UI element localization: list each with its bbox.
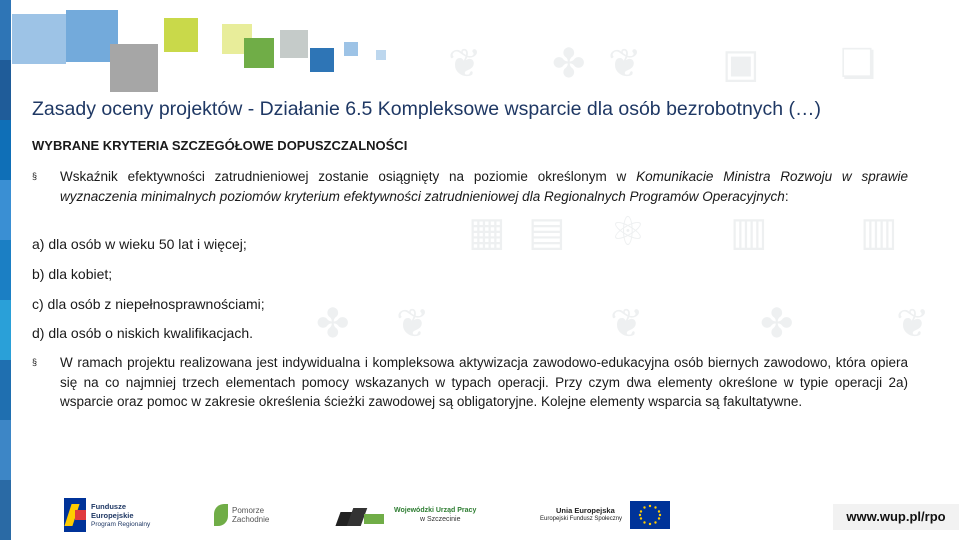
leaf-icon: ❦ [448, 41, 482, 87]
ue-logo-text [540, 506, 622, 524]
fe-line3: Program Regionalny [91, 520, 151, 528]
decor-square-green [244, 38, 274, 68]
ue-line2: Europejski Fundusz Społeczny [540, 516, 623, 522]
atom-icon: ⚛ [610, 209, 646, 255]
leaf-icon: ❦ [610, 301, 644, 347]
bullet-text: W ramach projektu realizowana jest indywidualna i kompleksowa aktywizacja zawodowo-edukacyjna osób biernych zawodowo, która opiera się na co najmniej trzech elementach pomocy wskazanych w typach operacji. Przy czym dwa elementy określone w typie operacji 2a) wsparcie oraz pomoc w zakresie określenia ścieżki zawodowej są obligatoryjne. Kolejne elementy wsparcia są fakultatywne. [60, 355, 908, 409]
decor-square-blue-light [12, 14, 66, 64]
list-item: a) dla osób w wieku 50 lat i więcej; [32, 236, 247, 252]
chat-icon: ❏ [840, 41, 876, 87]
list-item: b) dla kobiet; [32, 266, 113, 282]
wup-logo-text [394, 506, 476, 524]
bus-icon: ▣ [722, 41, 760, 87]
list-item: c) dla osób z niepełnosprawnościami; [32, 296, 265, 312]
fe-line2: Europejskie [91, 510, 134, 520]
decor-square-blue-small [310, 48, 334, 72]
leaf-icon: ❦ [896, 301, 930, 347]
chart-icon: ▦ [468, 209, 506, 255]
briefcase-icon: ▤ [528, 209, 566, 255]
bullet-text [32, 167, 908, 206]
logo-unia-europejska [540, 494, 670, 536]
bullet-activation [32, 353, 908, 412]
turbine-icon: ✤ [760, 301, 794, 347]
website-link[interactable]: www.wup.pl/rpo [833, 504, 959, 530]
turbine-icon: ✤ [552, 41, 586, 87]
slide-title: Zasady oceny projektów - Działanie 6.5 Kompleksowe wsparcie dla osób bezrobotnych (…) [32, 98, 822, 120]
pomorze-line1: Pomorze [232, 506, 265, 515]
bullet-marker: § [32, 171, 38, 181]
wup-line1: Wojewódzki Urząd Pracy [394, 507, 477, 514]
leaf-icon: ❦ [608, 41, 642, 87]
ue-line1: Unia Europejska [556, 506, 615, 515]
logo-wup-szczecin [338, 494, 476, 536]
bullet-text-prefix: Wskaźnik efektywności zatrudnieniowej zostanie osiągnięty na poziomie określonym w [60, 169, 637, 184]
decor-square-lime [164, 18, 198, 52]
decor-square-sky [344, 42, 358, 56]
decor-square-grey-light [280, 30, 308, 58]
fe-logo-text [91, 502, 150, 529]
bullet-text-suffix: : [784, 188, 789, 204]
bullet-efficiency [32, 167, 908, 206]
eu-flag-icon [630, 501, 670, 529]
bullet-marker: § [32, 357, 38, 367]
logo-pomorze-zachodnie [214, 494, 269, 536]
leaf-icon: ❦ [396, 301, 430, 347]
fe-line1: Fundusze [91, 501, 126, 511]
turbine-icon: ✤ [316, 301, 350, 347]
wup-line2: w Szczecinie [420, 516, 461, 523]
pomorze-line2: Zachodnie [232, 515, 270, 524]
list-item: d) dla osób o niskich kwalifikacjach. [32, 325, 253, 341]
wup-emblem-icon [338, 502, 384, 528]
building-icon: ▥ [730, 209, 768, 255]
section-subtitle: WYBRANE KRYTERIA SZCZEGÓŁOWE DOPUSZCZALNOŚCI [32, 138, 408, 153]
fence-icon: ▥ [860, 209, 898, 255]
left-accent-bar [0, 0, 11, 540]
pomorze-leaf-icon [214, 504, 228, 526]
pomorze-logo-text [232, 506, 269, 524]
decor-square-grey-dark [110, 44, 158, 92]
decor-square-sky-tiny [376, 50, 386, 60]
logo-fundusze-europejskie [64, 494, 150, 536]
bullet-text-italic: Komunikacie Ministra Rozwoju w sprawie wyznaczenia minimalnych poziomów kryterium efektywności zatrudnieniowej dla Regionalnych Programów Operacyjnych [60, 169, 908, 204]
fe-emblem-icon [64, 498, 86, 532]
